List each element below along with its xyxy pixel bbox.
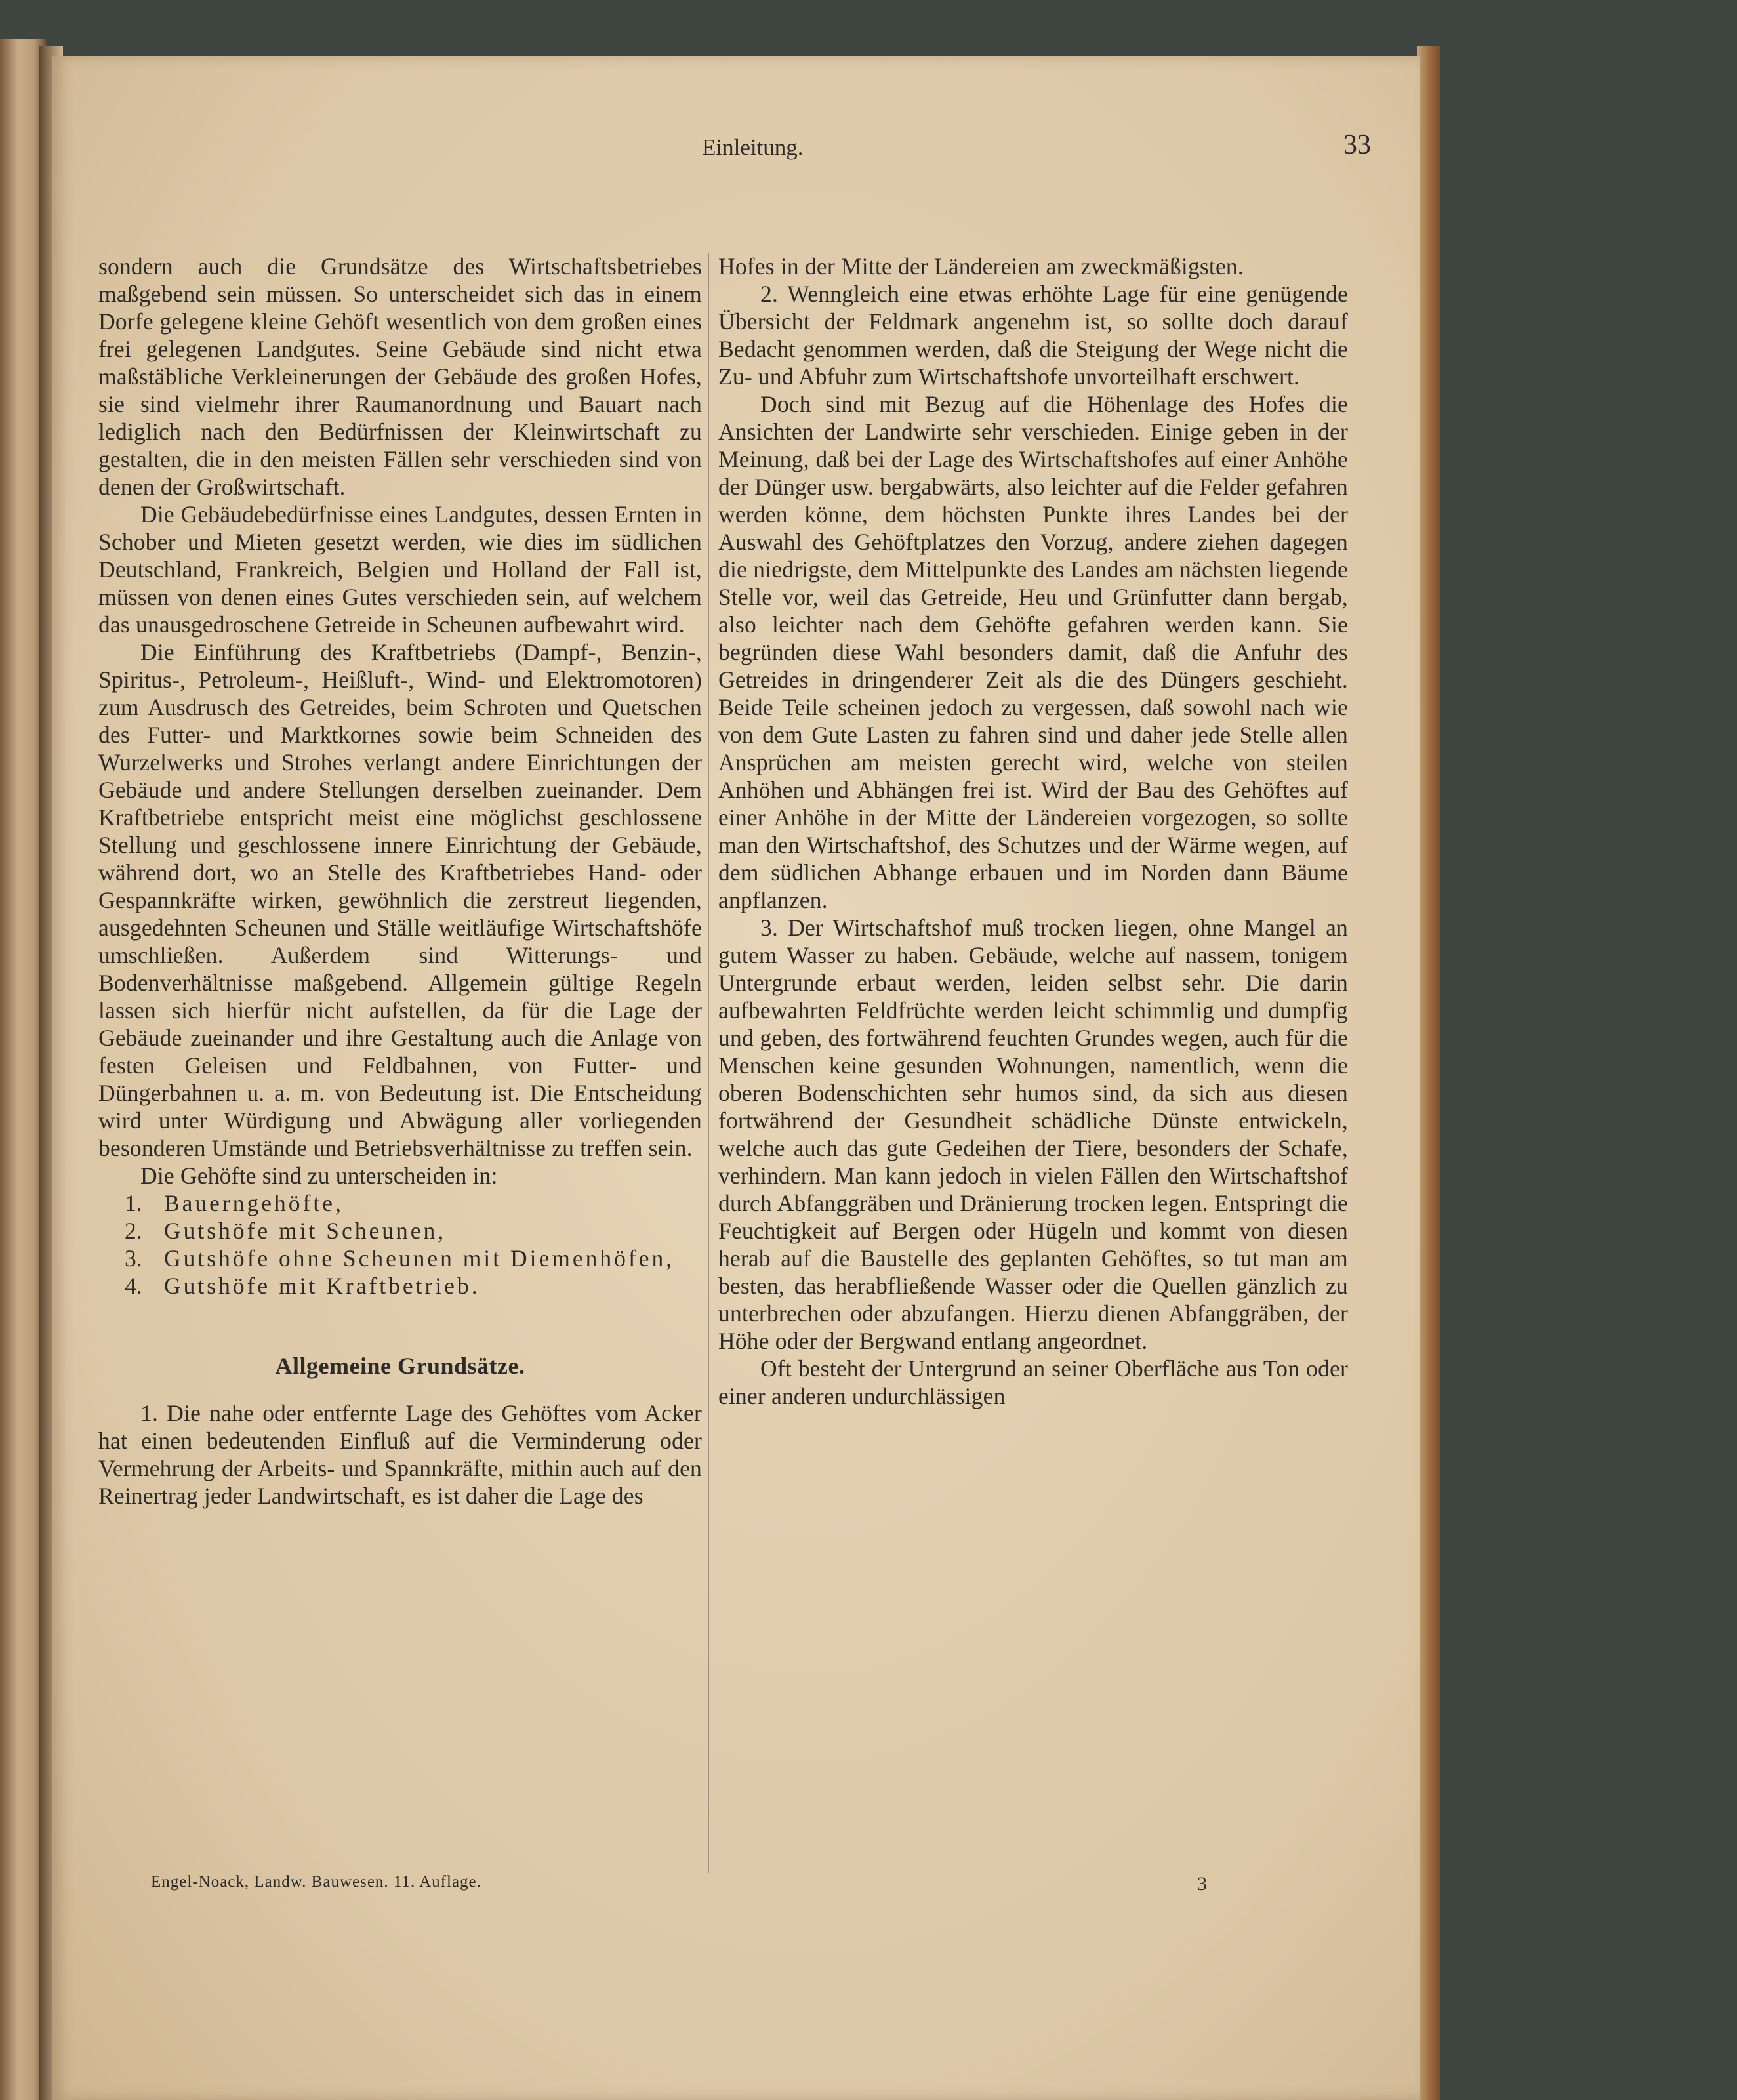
left-column xyxy=(98,253,702,1510)
footer-citation: Engel-Noack, Landw. Bauwesen. 11. Auflage. xyxy=(151,1873,481,1891)
paragraph: sondern auch die Grundsätze des Wirtschaftsbetriebes maßgebend sein müssen. So unterscheidet sich das in einem Dorfe gelegene kleine Gehöft wesentlich von dem großen eines frei gelegenen Landgutes. Seine Gebäude sind nicht etwa maßstäbliche Verkleinerungen der Gebäude des großen Hofes, sie sind vielmehr ihrer Raumanordnung und Bauart nach lediglich nach den Bedürfnissen der Kleinwirtschaft zu gestalten, die in den meisten Fällen sehr verschieden sind von denen der Großwirtschaft. xyxy=(98,253,702,500)
right-column xyxy=(718,253,1348,1410)
paragraph: Die Gebäudebedürfnisse eines Landgutes, dessen Ernten in Schober und Mieten gesetzt werden, wie dies im südlichen Deutschland, Frankreich, Belgien und Holland der Fall ist, müssen von denen eines Gutes verschieden sein, auf welchem das unausgedroschene Getreide in Scheunen aufbewahrt wird. xyxy=(98,501,702,638)
list-text: Gutshöfe mit Scheunen, xyxy=(164,1218,447,1244)
list-text: Gutshöfe mit Kraftbetrieb. xyxy=(164,1273,480,1299)
list-number: 1. xyxy=(125,1190,142,1216)
list-number: 3. xyxy=(125,1245,142,1271)
list-item xyxy=(98,1272,702,1300)
page-edge-strip xyxy=(1417,46,1440,2100)
running-header xyxy=(702,130,1371,174)
column-divider xyxy=(708,253,709,1873)
paragraph: Doch sind mit Bezug auf die Höhenlage des Hofes die Ansichten der Landwirte sehr verschieden. Einige geben in der Meinung, daß bei der Lage des Wirtschaftshofes auf einer Anhöhe der Dünger usw. bergabwärts, also leichter auf die Felder gefahren werden könne, dem höchsten Punkte ihres Landes bei der Auswahl des Gehöftplatzes den Vorzug, andere ziehen dagegen die niedrigste, dem Mittelpunkte des Landes am nächsten liegende Stelle vor, weil das Getreide, Heu und Grünfutter dann bergab, also leichter nach dem Gehöfte gefahren werden kann. Sie begründen diese Wahl besonders damit, daß die Anfuhr des Getreides in dringenderer Zeit als die des Düngers geschieht. Beide Teile scheinen jedoch zu vergessen, daß sowohl nach wie von dem Gute Lasten zu fahren sind und daher jede Stelle allen Ansprüchen am meisten gerecht wird, welche von steilen Anhöhen und Abhängen frei ist. Wird der Bau des Gehöftes auf einer Anhöhe in der Mitte der Ländereien vorgezogen, so sollte man den Wirtschaftshof, des Schutzes und der Wärme wegen, auf dem südlichen Abhange erbauen und im Norden dann Bäume anpflanzen. xyxy=(718,391,1348,913)
paragraph: 1. Die nahe oder entfernte Lage des Gehöftes vom Acker hat einen bedeutenden Einfluß auf die Verminderung oder Vermehrung der Arbeits- und Spannkräfte, mithin auch auf den Reinertrag jeder Landwirtschaft, es ist daher die Lage des xyxy=(98,1400,702,1509)
list-text: Bauerngehöfte, xyxy=(164,1190,344,1216)
signature-mark: 3 xyxy=(1197,1873,1207,1895)
paragraph: 2. Wenngleich eine etwas erhöhte Lage für eine genügende Übersicht der Feldmark angenehm ist, so sollte doch darauf Bedacht genommen werden, daß die Steigung der Wege nicht die Zu- und Abfuhr zum Wirtschaftshofe unvorteilhaft erschwert. xyxy=(718,281,1348,390)
paragraph: 3. Der Wirtschaftshof muß trocken liegen, ohne Mangel an gutem Wasser zu haben. Gebäude, welche auf nassem, tonigem Untergrunde erbaut werden, leiden selbst sehr. Die darin aufbewahrten Feldfrüchte werden leicht schimmlig und dumpfig und geben, des fortwährend feuchten Grundes wegen, auch für die Menschen keine gesunden Wohnungen, namentlich, wenn die oberen Bodenschichten sehr humos sind, da sich aus diesen fortwährend der Gesundheit schädliche Dünste entwickeln, welche auch das gute Gedeihen der Tiere, besonders der Schafe, verhindern. Man kann jedoch in vielen Fällen den Wirtschaftshof durch Abfanggräben und Dränierung trocken legen. Entspringt die Feuchtigkeit auf Bergen oder Hügeln und kommt von diesen herab auf die Baustelle des geplanten Gehöftes, so tut man am besten, das herabfließende Wasser oder die Quellen gänzlich zu unterbrechen oder abzufangen. Hierzu dienen Abfanggräben, der Höhe oder der Bergwand entlang angeordnet. xyxy=(718,915,1348,1354)
paragraph: Hofes in der Mitte der Ländereien am zweckmäßigsten. xyxy=(718,253,1244,279)
gehoefte-list xyxy=(98,1189,702,1300)
paragraph: Die Gehöfte sind zu unterscheiden in: xyxy=(140,1163,498,1189)
page-number: 33 xyxy=(1343,130,1371,160)
section-heading: Allgemeine Grundsätze. xyxy=(275,1353,525,1379)
list-number: 4. xyxy=(125,1273,142,1299)
paragraph: Die Einführung des Kraftbetriebs (Dampf-, Benzin-, Spiritus-, Petroleum-, Heißluft-, Wind- und Elektromotoren) zum Ausdrusch des Getreides, beim Schroten und Quetschen des Futter- und Marktkornes sowie beim Schneiden des Wurzelwerks und Strohes verlangt andere Einrichtungen der Gebäude und andere Stellungen derselben zueinander. Dem Kraftbetriebe entspricht meist eine möglichst geschlossene Stellung und geschlossene innere Einrichtung der Gebäude, während dort, wo an Stelle des Kraftbetriebes Hand- oder Gespannkräfte wirken, gewöhnlich die zerstreut liegenden, ausgedehnten Scheunen und Ställe weitläufige Wirtschaftshöfe umschließen. Außerdem sind Witterungs- und Bodenverhältnisse maßgebend. Allgemein gültige Regeln lassen sich hierfür nicht aufstellen, da für die Lage der Gebäude zueinander und ihre Gestaltung auch die Anlage von festen Geleisen und Feldbahnen, von Futter- und Düngerbahnen u. a. m. von Bedeutung ist. Die Entscheidung wird unter Würdigung und Abwägung aller vorliegenden besonderen Umstände und Betriebsverhältnisse zu treffen sein. xyxy=(98,639,702,1161)
list-item xyxy=(98,1245,702,1272)
list-number: 2. xyxy=(125,1218,142,1244)
book-page xyxy=(52,56,1420,2100)
header-title: Einleitung. xyxy=(702,134,804,160)
list-item xyxy=(98,1189,702,1217)
paragraph: Oft besteht der Untergrund an seiner Oberfläche aus Ton oder einer anderen undurchlässigen xyxy=(718,1355,1348,1409)
list-text: Gutshöfe ohne Scheunen mit Diemenhöfen, xyxy=(164,1245,675,1271)
list-item xyxy=(98,1217,702,1245)
